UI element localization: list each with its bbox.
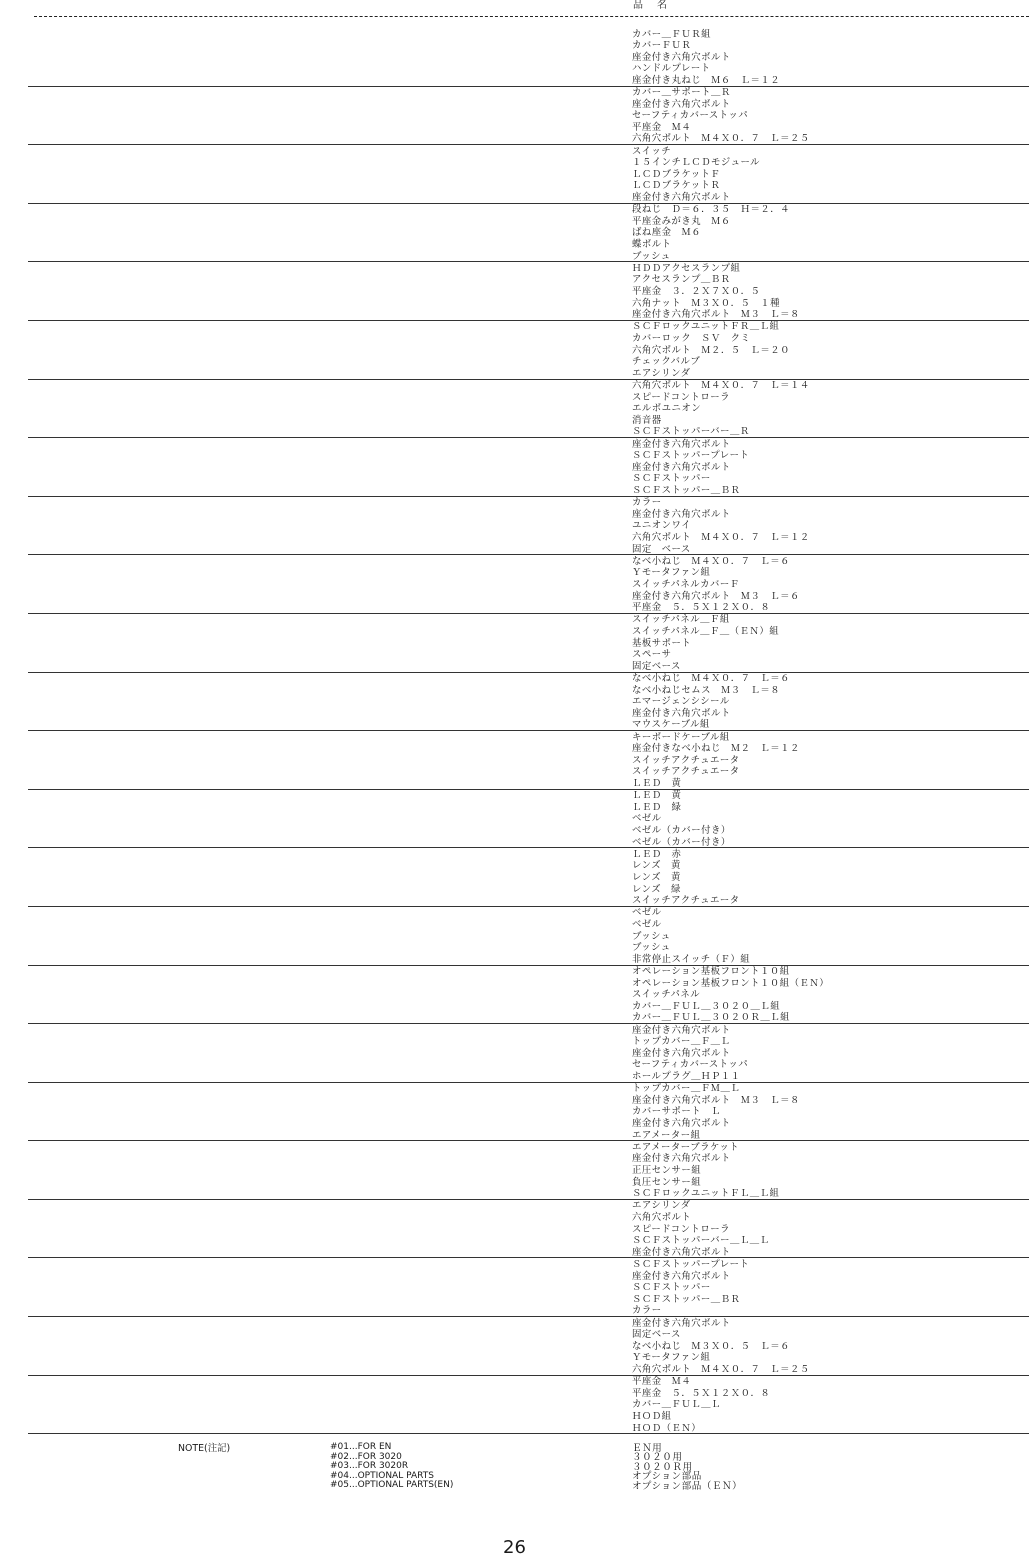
part-name: スイッチパネルカバーＦ bbox=[632, 579, 740, 591]
part-name: 座金付き六角穴ボルト bbox=[632, 508, 731, 520]
part-name: スペーサ bbox=[632, 649, 672, 661]
note-japanese-text: ３０２０Ｒ用 bbox=[632, 1461, 693, 1473]
group-divider bbox=[28, 1433, 1029, 1434]
part-name: カバーロック ＳＶ クミ bbox=[632, 333, 751, 345]
parts-group bbox=[0, 731, 1029, 790]
part-name: カラー bbox=[632, 1305, 662, 1317]
part-name: 座金付き六角穴ボルト bbox=[632, 1270, 731, 1282]
part-name: セーフティカバーストッパ bbox=[632, 1059, 749, 1071]
part-name: カラー bbox=[632, 497, 662, 509]
table-header bbox=[0, 0, 1029, 20]
part-name: Ｙモータファン組 bbox=[632, 567, 711, 579]
part-name: 座金付き六角穴ボルト bbox=[632, 98, 731, 110]
note-code: #04...OPTIONAL PARTS bbox=[330, 1470, 434, 1481]
part-name: １５インチＬＣＤモジュール bbox=[632, 157, 761, 169]
part-name: ハンドルプレート bbox=[632, 63, 711, 75]
part-name: 座金付き六角穴ボルト bbox=[632, 1317, 731, 1329]
part-name: トップカバー＿Ｆ＿Ｌ bbox=[632, 1036, 731, 1048]
parts-group bbox=[0, 1317, 1029, 1376]
part-name: ＳＣＦストッパーバー＿Ｒ bbox=[632, 426, 750, 438]
part-name: オペレーション基板フロント１０組 bbox=[632, 966, 790, 977]
part-name: トップカバー＿ＦＭ＿Ｌ bbox=[632, 1083, 741, 1095]
part-name: なべ小ねじ Ｍ３Ｘ０．５ Ｌ＝６ bbox=[632, 1340, 791, 1352]
part-name: ユニオンワイ bbox=[632, 520, 691, 532]
part-name: スイッチアクチュエータ bbox=[632, 766, 740, 778]
part-name: スピードコントローラ bbox=[632, 391, 730, 403]
part-name: エアシリンダ bbox=[632, 1200, 691, 1212]
part-name: ＳＣＦストッパー＿ＢＲ bbox=[632, 485, 741, 497]
part-name: スイッチパネル bbox=[632, 989, 701, 1001]
part-name: ＬＥＤ 黄 bbox=[632, 790, 682, 802]
parts-group bbox=[0, 1258, 1029, 1317]
column-header-part-name: 品 名 bbox=[633, 0, 669, 11]
part-name: 蝶ボルト bbox=[632, 239, 672, 251]
parts-group bbox=[0, 1141, 1029, 1200]
part-name: ベゼル（カバー付き） bbox=[632, 836, 731, 848]
part-name: 六角穴ボルト Ｍ４Ｘ０．７ Ｌ＝２５ bbox=[632, 133, 810, 145]
part-name: スイッチパネル＿Ｆ組 bbox=[632, 614, 730, 626]
part-name: 平座金 Ｍ４ bbox=[632, 1376, 692, 1388]
part-name: 平座金 ３．２Ｘ７Ｘ０．５ bbox=[632, 286, 761, 298]
part-name: ＬＥＤ 黄 bbox=[632, 778, 682, 790]
part-name: カバーサポート Ｌ bbox=[632, 1106, 721, 1118]
part-name: 平座金 ５．５Ｘ１２Ｘ０．８ bbox=[632, 1387, 771, 1399]
part-name: ＳＣＦストッパープレート bbox=[632, 1258, 750, 1270]
part-name: レンズ 黄 bbox=[632, 872, 681, 883]
part-name: チェックバルブ bbox=[632, 356, 701, 368]
part-name: 座金付き六角穴ボルト Ｍ３ Ｌ＝８ bbox=[632, 309, 800, 321]
part-name: ＳＣＦストッパーバー＿Ｌ＿Ｌ bbox=[632, 1235, 770, 1247]
note-japanese-text: ３０２０用 bbox=[632, 1452, 683, 1464]
part-name: ＬＥＤ 緑 bbox=[632, 801, 682, 813]
part-name: 六角ナット Ｍ３Ｘ０．５ １種 bbox=[632, 297, 780, 309]
part-name: ＨＯＤ組 bbox=[632, 1410, 672, 1422]
part-name: ＨＤＤアクセスランプ組 bbox=[632, 262, 741, 274]
part-name: レンズ 緑 bbox=[632, 883, 681, 895]
part-name: 固定ベース bbox=[632, 660, 681, 672]
part-name: エアメーターブラケット bbox=[632, 1141, 740, 1153]
part-name: 六角穴ボルト Ｍ４Ｘ０．７ Ｌ＝１２ bbox=[632, 532, 810, 544]
part-name: ホールプラグ＿ＨＰ１１ bbox=[632, 1070, 741, 1082]
part-name: 座金付き六角穴ボルト bbox=[632, 438, 731, 450]
parts-group bbox=[0, 848, 1029, 907]
parts-group bbox=[0, 87, 1029, 146]
part-name: 座金付き丸ねじ Ｍ６ Ｌ＝１２ bbox=[632, 74, 781, 86]
part-name: Ｙモータファン組 bbox=[632, 1352, 711, 1364]
part-name: スイッチ bbox=[632, 145, 672, 157]
part-name: キーボードケーブル組 bbox=[632, 731, 730, 743]
part-name: 消音器 bbox=[632, 414, 662, 426]
part-name: ブッシュ bbox=[632, 250, 671, 262]
part-name: 六角穴ボルト Ｍ２．５ Ｌ＝２０ bbox=[632, 344, 791, 356]
note-label: NOTE(注記) bbox=[178, 1443, 231, 1454]
parts-group bbox=[0, 907, 1029, 966]
note-code: #03...FOR 3020R bbox=[330, 1461, 409, 1472]
parts-group bbox=[0, 497, 1029, 556]
part-name: 座金付き六角穴ボルト Ｍ３ Ｌ＝８ bbox=[632, 1094, 800, 1106]
part-name: カバー＿サポート＿Ｒ bbox=[632, 87, 731, 99]
part-name: スイッチアクチュエータ bbox=[632, 895, 740, 907]
part-name: マウスケーブル組 bbox=[632, 719, 710, 731]
part-name: 非常停止スイッチ（Ｆ）組 bbox=[632, 953, 751, 965]
part-name: ＳＣＦロックユニットＦＲ＿Ｌ組 bbox=[632, 321, 780, 333]
part-name: 座金付き六角穴ボルト bbox=[632, 1117, 731, 1129]
part-name: ＳＣＦロックユニットＦＬ＿Ｌ組 bbox=[632, 1188, 780, 1200]
part-name: エアメーター組 bbox=[632, 1129, 701, 1141]
part-name: 座金付き六角穴ボルト Ｍ３ Ｌ＝６ bbox=[632, 590, 800, 602]
part-name: カバーＦＵＲ bbox=[632, 40, 692, 52]
part-name: 座金付き六角穴ボルト bbox=[632, 461, 731, 473]
part-name: ＳＣＦストッパー bbox=[632, 1282, 711, 1294]
part-name: ベゼル bbox=[632, 919, 662, 930]
parts-group bbox=[0, 321, 1029, 380]
note-code: #01...FOR EN bbox=[330, 1442, 392, 1452]
part-name: スピードコントローラ bbox=[632, 1223, 730, 1235]
parts-group bbox=[0, 204, 1029, 263]
part-name: ＨＯＤ（ＥＮ） bbox=[632, 1422, 702, 1434]
part-name: 座金付き六角穴ボルト bbox=[632, 1153, 731, 1165]
part-name: オペレーション基板フロント１０組（ＥＮ） bbox=[632, 977, 830, 989]
part-name: カバー＿ＦＵＲ組 bbox=[632, 28, 712, 40]
part-name: スイッチアクチュエータ bbox=[632, 754, 740, 766]
part-name: ベゼル（カバー付き） bbox=[632, 825, 731, 837]
part-name: 座金付き六角穴ボルト bbox=[632, 707, 731, 719]
parts-group bbox=[0, 438, 1029, 497]
part-name: 座金付き六角穴ボルト bbox=[632, 1024, 731, 1036]
part-name: セーフティカバーストッパ bbox=[632, 110, 749, 122]
note-code: #05...OPTIONAL PARTS(EN) bbox=[330, 1480, 454, 1491]
part-name: ブッシュ bbox=[632, 942, 671, 954]
part-name: 平座金 ５．５Ｘ１２Ｘ０．８ bbox=[632, 602, 771, 614]
parts-group bbox=[0, 1024, 1029, 1083]
parts-list bbox=[0, 28, 1029, 1434]
part-name: ＬＣＤブラケットＦ bbox=[632, 168, 721, 180]
note-japanese-text: オプション部品（ＥＮ） bbox=[632, 1480, 743, 1492]
part-name: ＳＣＦストッパー bbox=[632, 473, 711, 485]
part-name: エアシリンダ bbox=[632, 367, 691, 379]
parts-group bbox=[0, 28, 1029, 87]
part-name: カバー＿ＦＵＬ＿３０２０＿Ｌ組 bbox=[632, 1000, 781, 1012]
parts-group bbox=[0, 966, 1029, 1025]
part-name: ばね座金 Ｍ６ bbox=[632, 227, 702, 239]
part-name: ベゼル bbox=[632, 907, 662, 919]
part-name: なべ小ねじセムス Ｍ３ Ｌ＝８ bbox=[632, 684, 781, 696]
notes-section bbox=[0, 1443, 1029, 1503]
parts-group bbox=[0, 1200, 1029, 1259]
part-name: エマージェンシシール bbox=[632, 696, 730, 708]
part-name: 座金付き六角穴ボルト bbox=[632, 1246, 731, 1258]
parts-group bbox=[0, 790, 1029, 849]
parts-group bbox=[0, 145, 1029, 204]
part-name: 基板サポート bbox=[632, 637, 692, 649]
header-dashed-divider bbox=[34, 16, 1029, 17]
part-name: ＳＣＦストッパー＿ＢＲ bbox=[632, 1293, 741, 1305]
parts-group bbox=[0, 262, 1029, 321]
part-name: 段ねじ Ｄ＝６．３５ Ｈ＝２．４ bbox=[632, 204, 791, 216]
part-name: ＬＣＤブラケットＲ bbox=[632, 180, 721, 192]
part-name: 固定 ベース bbox=[632, 543, 691, 555]
part-name: 六角穴ボルト Ｍ４Ｘ０．７ Ｌ＝２５ bbox=[632, 1363, 810, 1375]
parts-group bbox=[0, 673, 1029, 732]
part-name: ブッシュ bbox=[632, 930, 671, 942]
part-name: 座金付き六角穴ボルト bbox=[632, 51, 731, 63]
part-name: カバー＿ＦＵＬ＿Ｌ bbox=[632, 1399, 721, 1411]
part-name: ＳＣＦストッパープレート bbox=[632, 450, 750, 462]
parts-group bbox=[0, 555, 1029, 614]
part-name: スイッチパネル＿Ｆ＿（ＥＮ）組 bbox=[632, 626, 780, 638]
parts-group bbox=[0, 380, 1029, 439]
part-name: なべ小ねじ Ｍ４Ｘ０．７ Ｌ＝６ bbox=[632, 673, 791, 685]
parts-group bbox=[0, 1083, 1029, 1142]
part-name: なべ小ねじ Ｍ４Ｘ０．７ Ｌ＝６ bbox=[632, 555, 791, 567]
part-name: 正圧センサー組 bbox=[632, 1164, 702, 1176]
part-name: 座金付き六角穴ボルト bbox=[632, 1047, 731, 1059]
part-name: 平座金 Ｍ４ bbox=[632, 121, 692, 133]
part-name: 座金付きなべ小ねじ Ｍ２ Ｌ＝１２ bbox=[632, 743, 800, 755]
note-code: #02...FOR 3020 bbox=[330, 1451, 402, 1462]
part-name: レンズ 黄 bbox=[632, 860, 681, 872]
page-number: 26 bbox=[503, 1537, 526, 1558]
part-name: 平座金みがき丸 Ｍ６ bbox=[632, 215, 731, 227]
part-name: 固定ベース bbox=[632, 1329, 681, 1341]
part-name: ベゼル bbox=[632, 813, 662, 825]
part-name: ＬＥＤ 赤 bbox=[632, 848, 682, 860]
part-name: エルボユニオン bbox=[632, 403, 702, 415]
parts-group bbox=[0, 614, 1029, 673]
part-name: カバー＿ＦＵＬ＿３０２０Ｒ＿Ｌ組 bbox=[632, 1012, 791, 1024]
part-name: 六角穴ボルト Ｍ４Ｘ０．７ Ｌ＝１４ bbox=[632, 380, 810, 392]
part-name: アクセスランプ＿ＢＲ bbox=[632, 274, 731, 286]
part-name: 座金付き六角穴ボルト bbox=[632, 192, 731, 204]
part-name: 負圧センサー組 bbox=[632, 1176, 702, 1188]
note-japanese-text: オプション部品 bbox=[632, 1471, 702, 1483]
note-japanese-text: ＥＮ用 bbox=[632, 1442, 663, 1454]
parts-group bbox=[0, 1376, 1029, 1435]
part-name: 六角穴ボルト bbox=[632, 1211, 692, 1223]
